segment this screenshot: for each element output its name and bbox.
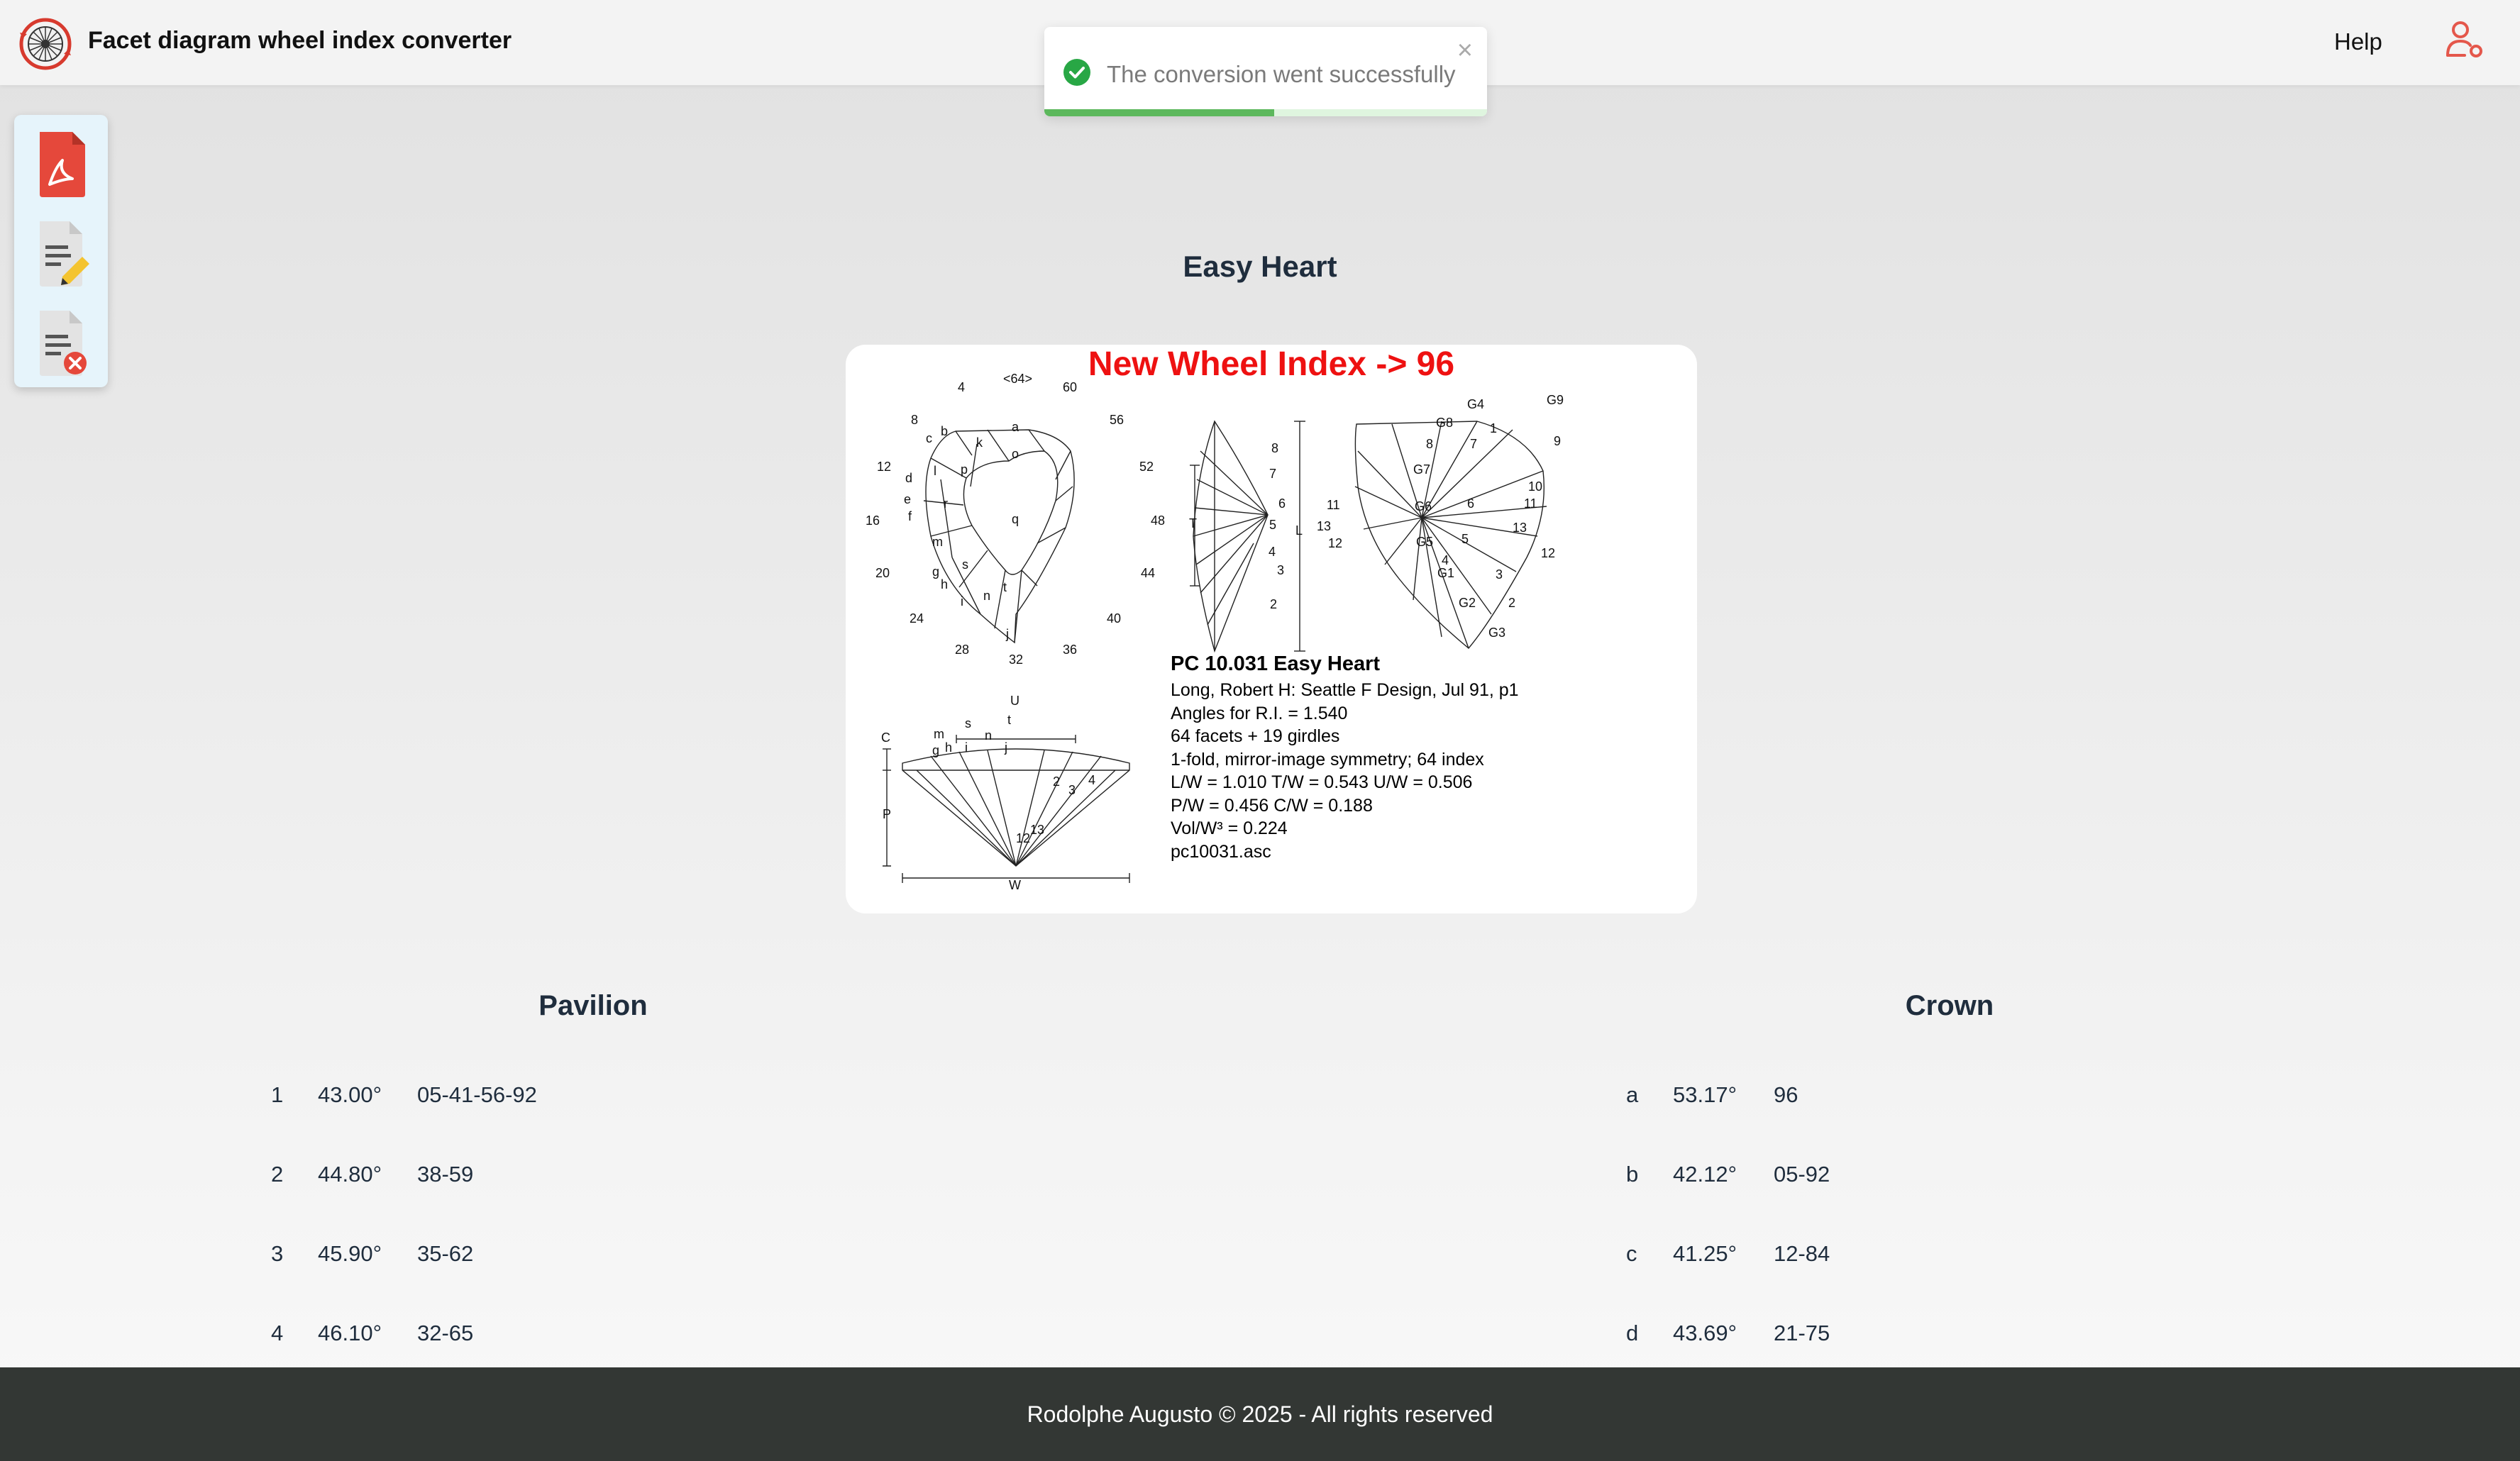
facet-id: c [1626,1241,1637,1266]
facet-label: k [976,435,983,450]
diagram-info-line: Angles for R.I. = 1.540 [1171,703,1348,723]
facet-label: G7 [1413,462,1431,477]
facet-label: a [1012,420,1019,434]
wheel-index-number: 4 [958,380,966,394]
wheel-index-number: 44 [1141,566,1156,580]
app-title: Facet diagram wheel index converter [88,27,512,54]
facet-label: 4 [1269,545,1276,559]
wheel-index-number: 60 [1063,380,1078,394]
facet-label: 9 [1554,434,1562,448]
facet-id: 1 [271,1082,284,1107]
facet-id: 4 [271,1321,284,1345]
profile-label: g [932,743,940,757]
success-toast [1044,27,1487,116]
facet-index: 38-59 [417,1162,474,1187]
facet-index: 21-75 [1774,1321,1830,1345]
facet-label: 6 [1278,496,1286,511]
facet-label: e [904,492,912,506]
profile-label: j [1005,740,1007,755]
facet-label: G6 [1415,499,1432,513]
wheel-index-number: 48 [1151,513,1166,528]
facet-angle: 42.12° [1673,1162,1737,1187]
diagram-info-line: Long, Robert H: Seattle F Design, Jul 91, p1 [1171,680,1519,700]
facet-label: i [961,594,963,609]
facet-label: s [962,557,968,572]
facet-id: 2 [271,1162,284,1187]
profile-label: t [1007,713,1012,727]
facet-label: 13 [1513,521,1527,535]
facet-label: 5 [1461,532,1469,546]
facet-label: G8 [1436,416,1454,430]
facet-label: 5 [1269,518,1277,532]
wheel-index-number: 12 [877,460,892,474]
facet-label: b [941,424,949,438]
profile-label: 3 [1068,783,1076,797]
profile-label: P [883,807,892,821]
facet-label: n [983,589,991,603]
facet-label: 13 [1317,519,1332,533]
toast-progress-bar [1044,109,1274,116]
success-check-icon [1063,58,1091,87]
facet-label: 6 [1467,496,1475,511]
facet-label: 8 [1271,441,1279,455]
diagram-info-line: P/W = 0.456 C/W = 0.188 [1171,795,1373,816]
facet-label: 12 [1541,546,1556,560]
app-logo-icon [18,17,72,71]
facet-angle: 41.25° [1673,1241,1737,1266]
facet-label: 3 [1277,563,1285,577]
wheel-index-number: 52 [1139,460,1154,474]
dimension-label: L [1295,523,1303,538]
crown-title: Crown [1905,990,1994,1021]
facet-label: G1 [1437,566,1455,580]
facet-label: g [932,565,940,579]
wheel-index-number: 16 [866,513,880,528]
user-settings-icon[interactable] [2443,18,2486,61]
facet-label: 4 [1442,553,1449,567]
facet-label: 1 [1490,421,1498,435]
profile-label: C [881,730,890,745]
wheel-index-number: 8 [911,413,919,427]
toast-close-button[interactable]: × [1457,35,1473,65]
toast-progress-track [1044,109,1487,116]
facet-label: t [1003,580,1007,594]
diagram-info-title: PC 10.031 Easy Heart [1171,652,1381,675]
wheel-index-number: 20 [875,566,890,580]
facet-label: 11 [1327,498,1340,512]
facet-label: l [934,464,936,478]
facet-label: o [1012,447,1019,461]
profile-label: m [934,727,944,741]
wheel-index-number: 32 [1009,652,1024,667]
facet-angle: 44.80° [318,1162,382,1187]
facet-label: q [1012,512,1019,526]
facet-angle: 45.90° [318,1241,382,1266]
facet-label: 11 [1524,496,1537,511]
profile-label: 2 [1053,774,1061,789]
facet-index: 32-65 [417,1321,474,1345]
toast-message: The conversion went successfully [1107,61,1456,87]
facet-id: a [1626,1082,1639,1107]
delete-document-icon[interactable] [31,308,91,379]
facet-label: G5 [1416,535,1434,549]
facet-label: 2 [1508,596,1516,610]
facet-label: r [944,496,948,511]
facet-label: 2 [1270,597,1278,611]
facet-id: 3 [271,1241,284,1266]
profile-label: 4 [1088,773,1096,787]
facet-label: G3 [1488,626,1506,640]
facet-label: 12 [1328,536,1343,550]
facet-id: d [1626,1321,1639,1345]
facet-label: p [961,462,968,477]
facet-label: m [932,535,943,549]
profile-label: n [985,728,993,743]
pdf-file-icon[interactable] [31,129,91,200]
profile-label: U [1010,694,1019,708]
profile-label: 13 [1030,823,1045,837]
facet-index: 12-84 [1774,1241,1830,1266]
wheel-index-number: 56 [1110,413,1124,427]
facet-angle: 43.69° [1673,1321,1737,1345]
help-link[interactable]: Help [2334,28,2382,55]
diagram-info-line: L/W = 1.010 T/W = 0.543 U/W = 0.506 [1171,772,1473,792]
facet-label: 7 [1269,467,1277,481]
page-footer: Rodolphe Augusto © 2025 - All rights reserved [0,1367,2520,1461]
facet-label: G2 [1459,596,1476,610]
diagram-title: Easy Heart [1183,250,1337,283]
profile-label: W [1009,878,1021,892]
profile-label: s [965,716,971,730]
facet-label: h [941,577,949,591]
facet-index: 05-41-56-92 [417,1082,537,1107]
diagram-info-line: 1-fold, mirror-image symmetry; 64 index [1171,749,1484,770]
facet-label: f [908,509,912,523]
facet-index: 96 [1774,1082,1798,1107]
facet-angle: 43.00° [318,1082,382,1107]
facet-label: 10 [1528,479,1543,494]
facet-label: 8 [1426,437,1434,451]
diagram-info-line: pc10031.asc [1171,841,1271,862]
wheel-index-number: 40 [1107,611,1122,626]
wheel-index-number: <64> [1003,372,1033,386]
diagram-info [1171,652,1519,863]
facet-label: G9 [1547,393,1564,407]
profile-label: h [945,740,953,755]
facet-diagram-card [846,345,1697,913]
wheel-index-number: 28 [955,643,970,657]
facet-id: b [1626,1162,1639,1187]
facet-angle: 46.10° [318,1321,382,1345]
profile-label: i [965,740,968,755]
facet-label: d [905,471,913,485]
facet-angle: 53.17° [1673,1082,1737,1107]
diagram-info-line: Vol/W³ = 0.224 [1171,818,1288,838]
facet-label: G4 [1467,397,1485,411]
dimension-label: T [1189,516,1197,530]
facet-label: 3 [1496,567,1503,582]
facet-label: j [1006,627,1009,641]
wheel-index-number: 36 [1063,643,1078,657]
facet-index: 35-62 [417,1241,474,1266]
profile-label: 12 [1016,831,1031,845]
facet-label: 7 [1470,437,1478,451]
wheel-index-number: 24 [910,611,924,626]
pavilion-title: Pavilion [538,990,648,1021]
facet-label: c [926,431,932,445]
diagram-info-line: 64 facets + 19 girdles [1171,726,1340,746]
new-wheel-index-label: New Wheel Index -> 96 [1088,345,1455,383]
facet-index: 05-92 [1774,1162,1830,1187]
